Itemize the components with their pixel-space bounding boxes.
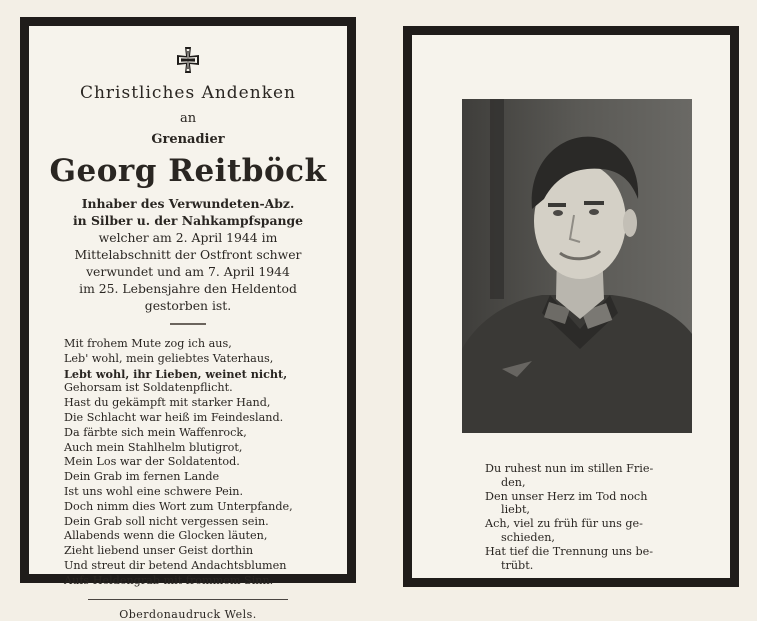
info-line: Mittelabschnitt der Ostfront schwer [74, 247, 302, 262]
info-line: Inhaber des Verwundeten-Abz. [81, 196, 295, 211]
poem-line: Auch mein Stahlhelm blutigrot, [64, 440, 243, 454]
poem-line: Allabends wenn die Glocken läuten, [64, 529, 268, 543]
info-line: im 25. Lebensjahre den Heldentod [79, 281, 297, 296]
iron-cross-icon [173, 45, 203, 75]
poem-line: Doch nimm dies Wort zum Unterpfande, [64, 499, 293, 513]
poem-line: Lebt wohl, ihr Lieben, weinet nicht, [64, 366, 288, 381]
verse-line: liebt, [501, 503, 530, 517]
verse-line: Hat tief die Trennung uns be- [485, 544, 654, 558]
verse-line: Du ruhest nun im stillen Frie- [485, 462, 654, 475]
info-line: gestorben ist. [144, 298, 232, 313]
verse-line: schieden, [501, 530, 555, 544]
poem-line: Da färbte sich mein Waffenrock, [64, 425, 247, 439]
word-an: an [179, 111, 197, 126]
verse-line: trübt. [501, 558, 534, 572]
memorial-card-back [403, 26, 739, 587]
poem-line: Hast du gekämpft mit starker Hand, [64, 396, 271, 410]
poem-line: Mein Los war der Soldatentod. [64, 455, 240, 469]
verse-line: Ach, viel zu früh für uns ge- [485, 517, 643, 531]
footer-rule [88, 599, 288, 600]
verse-line: den, [501, 475, 526, 489]
verse-line: Den unser Herz im Tod noch [485, 489, 648, 503]
poem-line: Dein Grab im fernen Lande [64, 470, 220, 484]
poem-line: Leb' wohl, mein geliebtes Vaterhaus, [64, 351, 274, 365]
deceased-name: Georg Reitböck [49, 153, 327, 189]
info-line: welcher am 2. April 1944 im [98, 230, 278, 245]
biography-text [44, 195, 332, 314]
poem-line: Dein Grab soll nicht vergessen sein. [64, 514, 269, 528]
poem-line: Und streut dir betend Andachtsblumen [64, 558, 287, 572]
memorial-poem [44, 337, 332, 589]
memorial-verse [485, 462, 675, 572]
poem-line: Zieht liebend unser Geist dorthin [64, 544, 254, 558]
info-line: verwundet und am 7. April 1944 [86, 264, 290, 279]
short-divider [170, 323, 206, 325]
printer-imprint: Oberdonaudruck Wels. [119, 607, 257, 621]
poem-line: Die Schlacht war heiß im Feindesland. [64, 410, 284, 424]
poem-line: Ist uns wohl eine schwere Pein. [64, 484, 244, 498]
soldier-portrait-photo [462, 99, 692, 433]
info-line: in Silber u. der Nahkampfspange [72, 213, 304, 228]
poem-line: Gehorsam ist Soldatenpflicht. [64, 381, 233, 395]
poem-line: Aufs Heldengrab mit frommem Sinn. [64, 573, 274, 587]
poem-line: Mit frohem Mute zog ich aus, [64, 337, 232, 350]
memorial-card-front [20, 17, 356, 621]
rank-grenadier: Grenadier [151, 132, 225, 147]
heading-christliches-andenken: Christliches Andenken [79, 83, 297, 103]
